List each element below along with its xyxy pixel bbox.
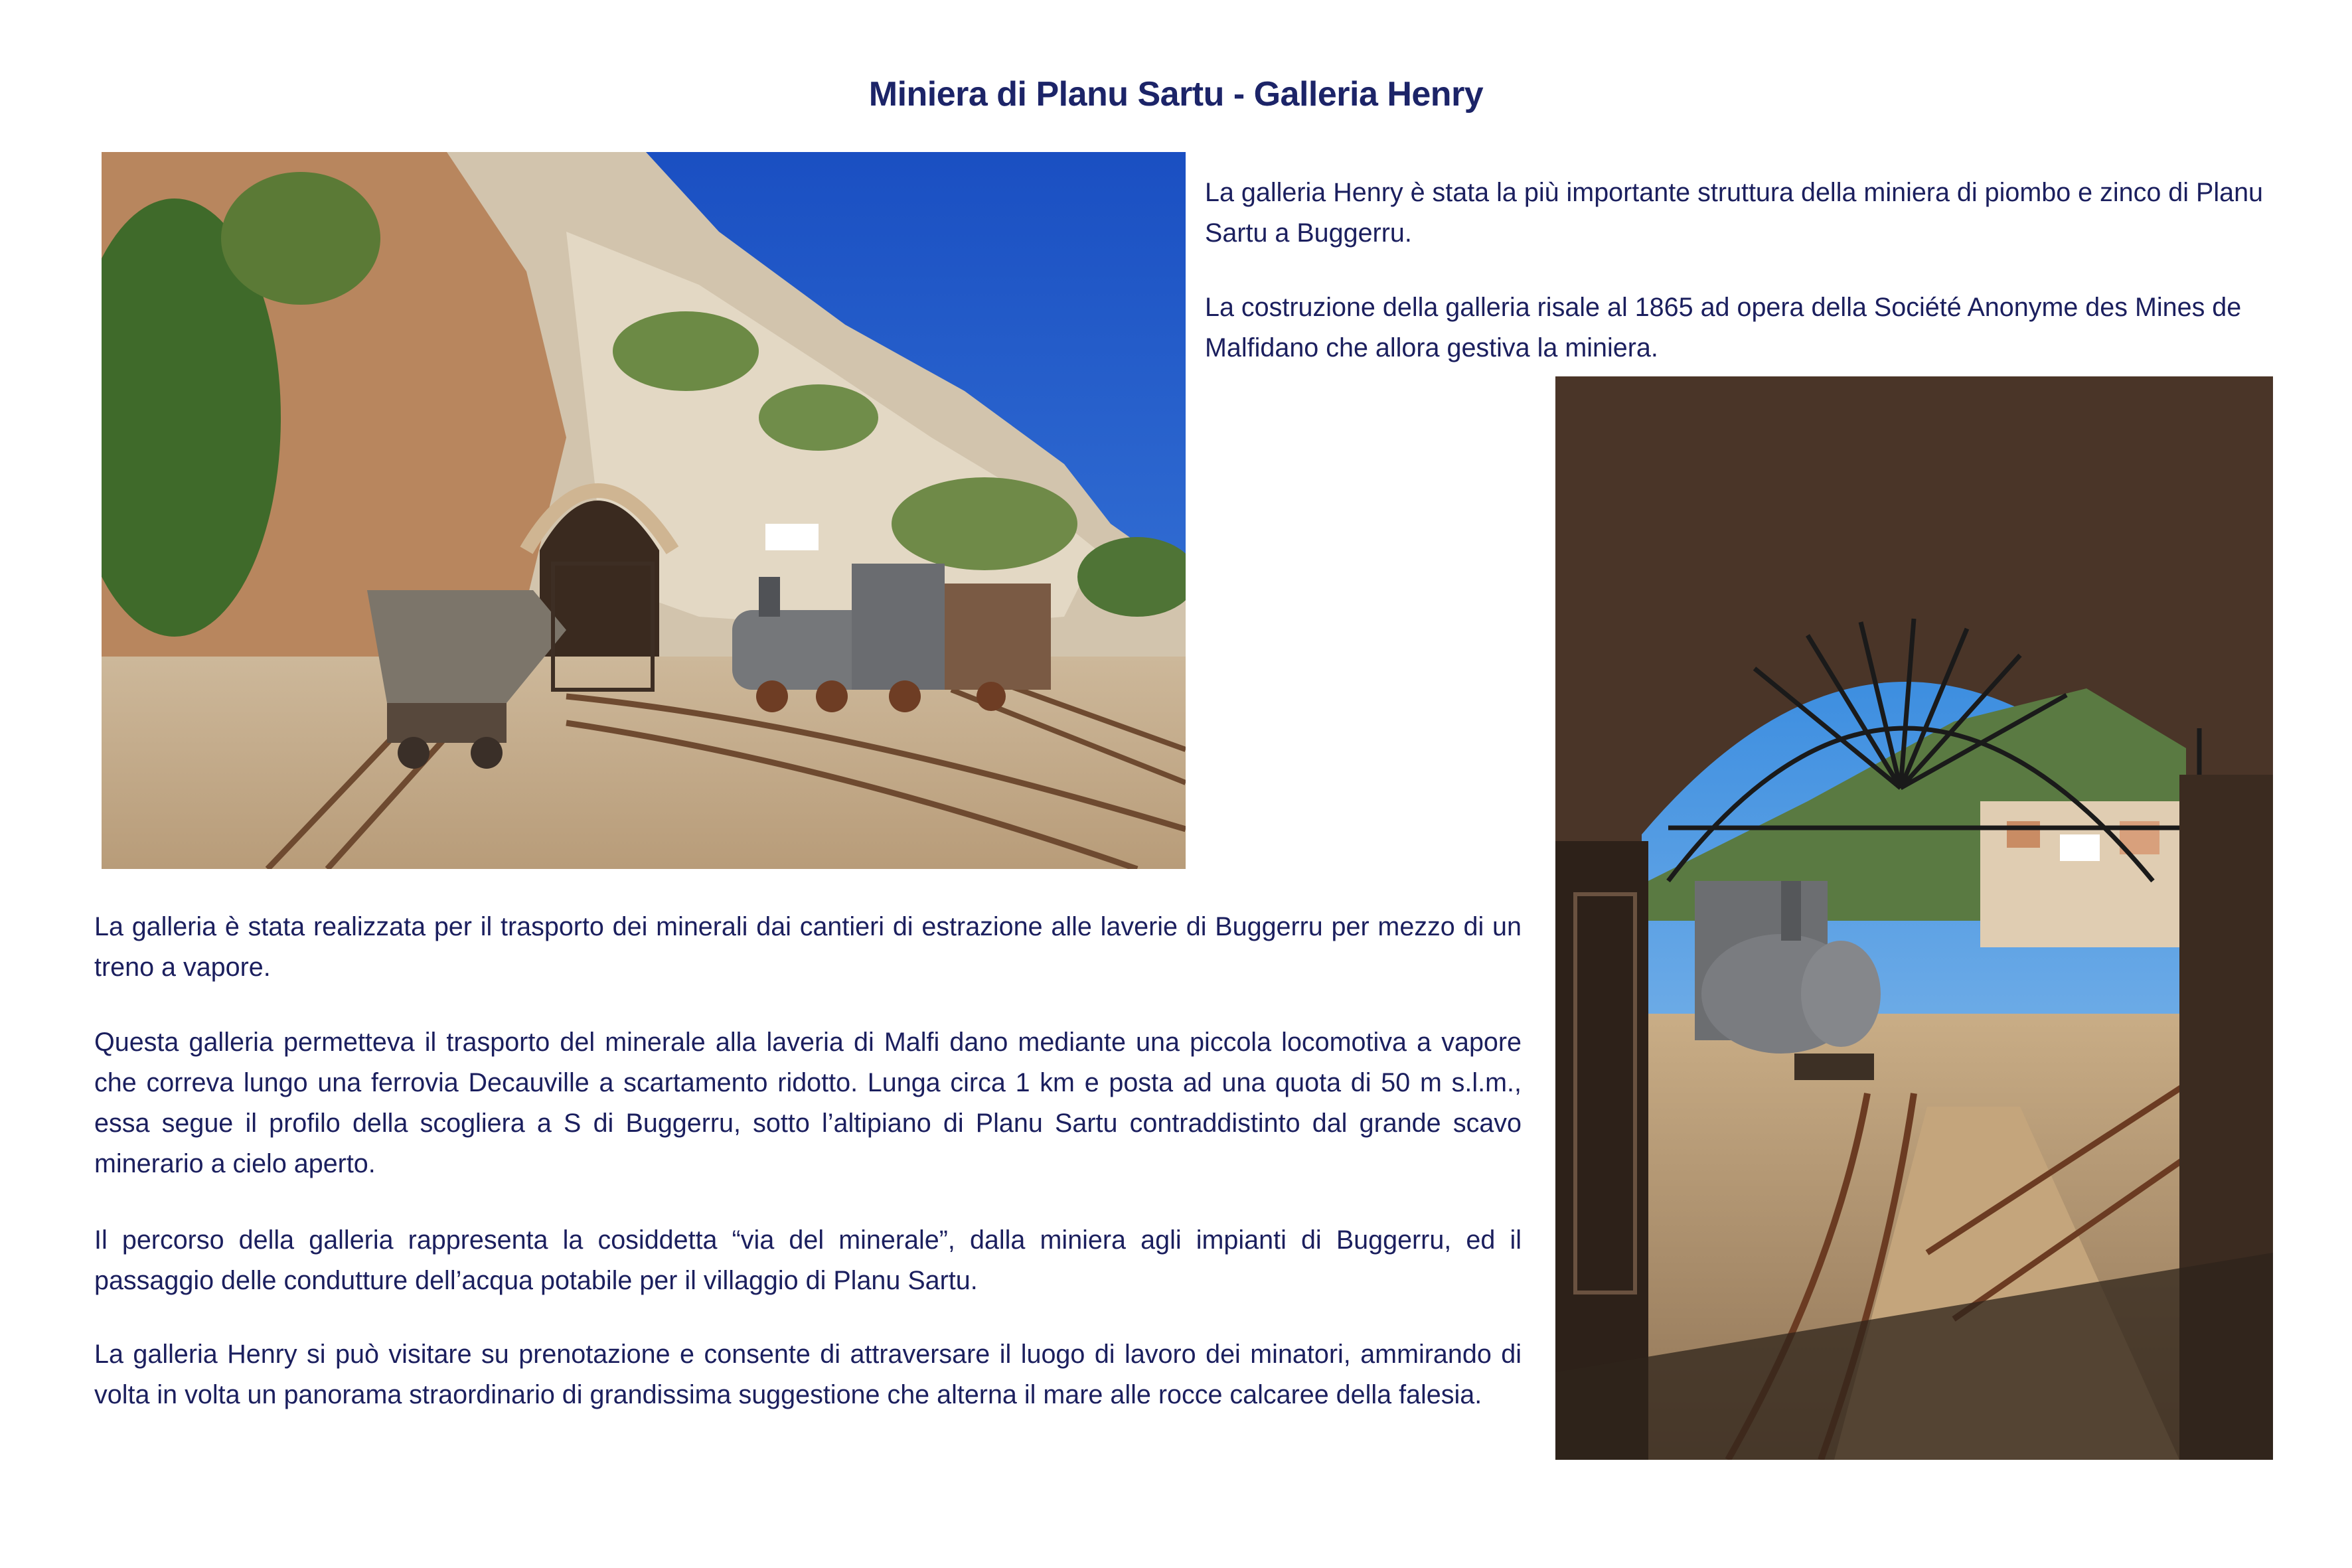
tunnel-arch-photo xyxy=(1555,376,2273,1460)
body-paragraph-locomotive: Questa galleria permetteva il trasporto del minerale alla laveria di Malfi dano mediante una piccola locomotiva a vapore che correva lungo una ferrovia Decauville a scartamento ridotto. Lunga circa 1 km e posta ad una quota di 50 m s.l.m., essa segue il profilo della scogliera a S di Buggerru, sotto l’altipiano di Planu Sartu contraddistinto dal grande scavo minerario a cielo aperto. xyxy=(94,1028,1522,1178)
mine-entrance-photo xyxy=(102,152,1186,869)
body-paragraph-visit: La galleria Henry si può visitare su prenotazione e consente di attraversare il luogo di lavoro dei minatori, ammirando di volta in volta un panorama straordinario di grandissima suggestione che alterna il mare alle rocce calcaree della falesia. xyxy=(94,1340,1522,1409)
body-paragraph-route: Il percorso della galleria rappresenta la cosiddetta “via del minerale”, dalla miniera agli impianti di Buggerru, ed il passaggio delle condutture dell’acqua potabile per il villaggio di Planu Sartu. xyxy=(94,1225,1522,1295)
intro-paragraph-1: La galleria Henry è stata la più importante struttura della miniera di piombo e zinco di Planu Sartu a Buggerru. xyxy=(1205,178,2264,248)
body-paragraph-transport: La galleria è stata realizzata per il trasporto dei minerali dai cantieri di estrazione alle laverie di Buggerru per mezzo di un treno a vapore. xyxy=(94,912,1522,982)
intro-paragraph-2: La costruzione della galleria risale al 1865 ad opera della Société Anonyme des Mines de Malfidano che allora gestiva la miniera. xyxy=(1205,293,2242,362)
photo-icon xyxy=(102,152,1186,869)
page-title: Miniera di Planu Sartu - Galleria Henry xyxy=(868,75,1484,114)
photo-icon xyxy=(1555,376,2273,1460)
